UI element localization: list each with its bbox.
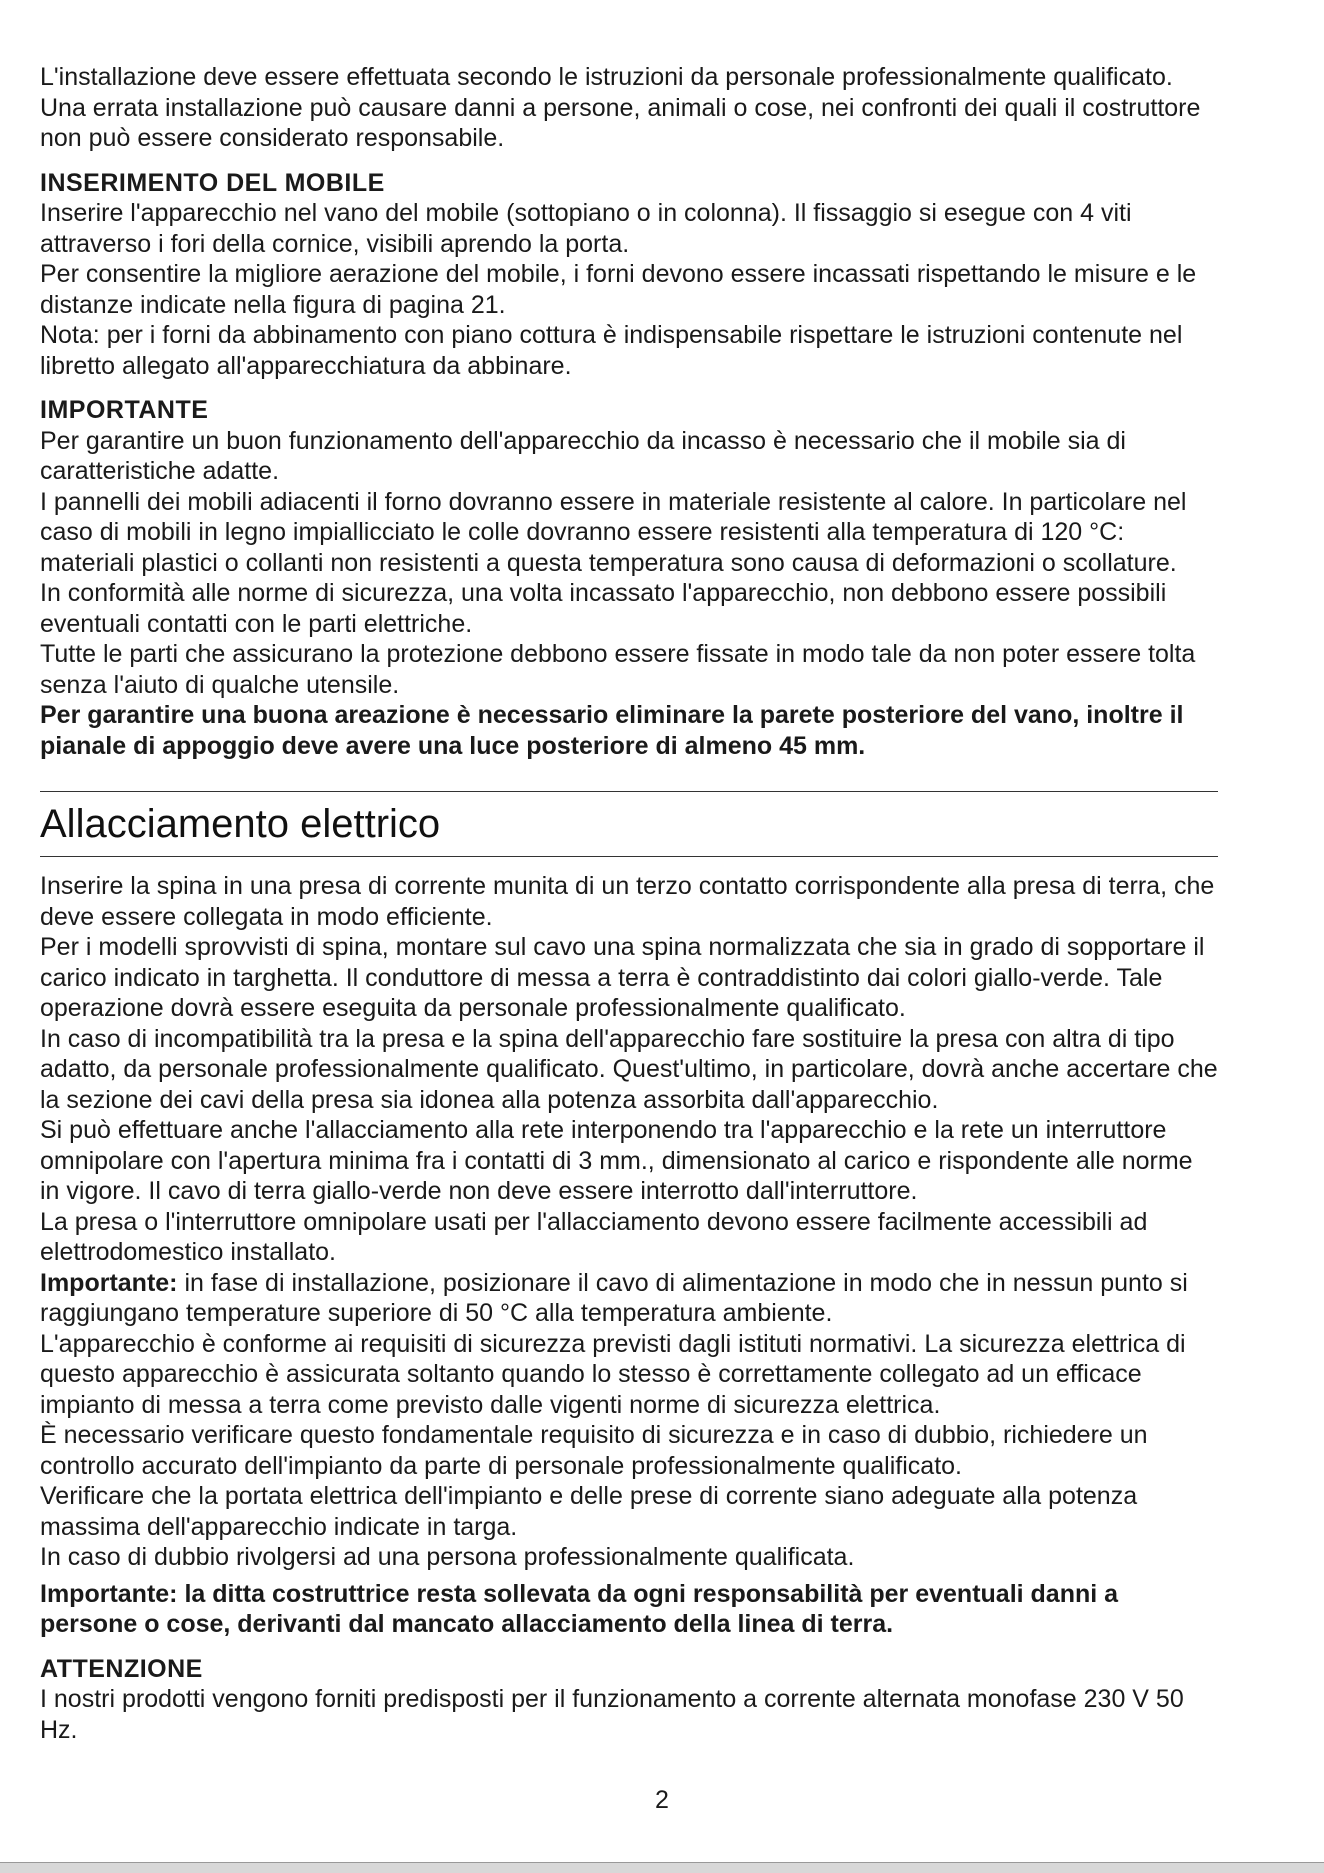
allacciamento-paragraph-5: La presa o l'interruttore omnipolare usati per l'allacciamento devono essere facilmente accessibili ad elettrodomestico installato. bbox=[40, 1207, 1148, 1266]
importante-paragraph-1: Per garantire un buon funzionamento dell'apparecchio da incasso è necessario che il mobile sia di caratteristiche adatte. bbox=[40, 426, 1126, 485]
allacciamento-paragraph-4: Si può effettuare anche l'allacciamento alla rete interponendo tra l'apparecchio e la rete un interruttore omnipolare con l'apertura minima fra i contatti di 3 mm., dimensionato al carico e rispondente alle norme in vigore. Il cavo di terra giallo-verde non deve essere interrotto dall'interruttore. bbox=[40, 1116, 1193, 1205]
scan-bottom-edge bbox=[0, 1862, 1324, 1873]
allacciamento-paragraph-6 bbox=[40, 1268, 1218, 1329]
importante-ventilation-warning: Per garantire una buona areazione è necessario eliminare la parete posteriore del vano, inoltre il pianale di appoggio deve avere una luce posteriore di almeno 45 mm. bbox=[40, 701, 1184, 760]
intro-paragraph: L'installazione deve essere effettuata secondo le istruzioni da personale professionalmente qualificato. Una errata installazione può causare danni a persone, animali o cose, nei confronti dei quali il costruttore non può essere considerato responsabile. bbox=[40, 63, 1201, 152]
inserimento-note: Nota: per i forni da abbinamento con piano cottura è indispensabile rispettare le istruzioni contenute nel libretto allegato all'apparecchiatura da abbinare. bbox=[40, 321, 1183, 380]
inserimento-paragraph-1: Inserire l'apparecchio nel vano del mobile (sottopiano o in colonna). Il fissaggio si esegue con 4 viti attraverso i fori della cornice, visibili aprendo la porta. bbox=[40, 199, 1132, 258]
allacciamento-paragraph-10: In caso di dubbio rivolgersi ad una persona professionalmente qualificata. bbox=[40, 1543, 855, 1571]
importante-label: Importante: bbox=[40, 1268, 178, 1297]
importante-heading: IMPORTANTE bbox=[40, 396, 209, 424]
allacciamento-paragraph-2: Per i modelli sprovvisti di spina, montare sul cavo una spina normalizzata che sia in grado di sopportare il carico indicato in targhetta. Il conduttore di messa a terra è contraddistinto dai colori giallo-verde. Tale operazione dovrà essere eseguita da personale professionalmente qualificato. bbox=[40, 933, 1205, 1022]
allacciamento-paragraph-3: In caso di incompatibilità tra la presa e la spina dell'apparecchio fare sostituire la presa con altra di tipo adatto, da personale professionalmente qualificato. Quest'ultimo, in particolare, dovrà anche accertare che la sezione dei cavi della presa sia idonea alla potenza assorbita dall'apparecchio. bbox=[40, 1024, 1218, 1114]
allacciamento-paragraph-1: Inserire la spina in una presa di corrente munita di un terzo contatto corrispondente alla presa di terra, che deve essere collegata in modo efficiente. bbox=[40, 872, 1215, 931]
importante-paragraph-3: In conformità alle norme di sicurezza, una volta incassato l'apparecchio, non debbono essere possibili eventuali contatti con le parti elettriche. bbox=[40, 579, 1167, 638]
importante-paragraph-2: I pannelli dei mobili adiacenti il forno dovranno essere in materiale resistente al calore. In particolare nel caso di mobili in legno impiallicciato le colle dovranno essere resistenti alla temperatura di 120 °C: materiali plastici o collanti non resistenti a questa temperatura sono causa di deformazioni o scollature. bbox=[40, 487, 1187, 577]
attenzione-paragraph: I nostri prodotti vengono forniti predisposti per il funzionamento a corrente alternata monofase 230 V 50 Hz. bbox=[40, 1685, 1184, 1744]
inserimento-heading: INSERIMENTO DEL MOBILE bbox=[40, 168, 385, 197]
attenzione-heading: ATTENZIONE bbox=[40, 1654, 203, 1683]
allacciamento-paragraph-9: Verificare che la portata elettrica dell'impianto e delle prese di corrente siano adeguate alla potenza massima dell'apparecchio indicate in targa. bbox=[40, 1482, 1138, 1541]
document-page bbox=[40, 62, 1218, 1745]
importante-text: in fase di installazione, posizionare il cavo di alimentazione in modo che in nessun punto si raggiungano temperature superiore di 50 °C alla temperatura ambiente. bbox=[40, 1268, 1188, 1327]
section-title-allacciamento: Allacciamento elettrico bbox=[40, 802, 441, 846]
section-top-rule bbox=[40, 791, 1218, 792]
page-number: 2 bbox=[655, 1786, 669, 1814]
allacciamento-paragraph-8: È necessario verificare questo fondamentale requisito di sicurezza e in caso di dubbio, richiedere un controllo accurato dell'impianto da parte di personale professionalmente qualificato. bbox=[40, 1421, 1148, 1480]
inserimento-paragraph-2: Per consentire la migliore aerazione del mobile, i forni devono essere incassati rispettando le misure e le distanze indicate nella figura di pagina 21. bbox=[40, 260, 1197, 319]
importante-paragraph-4: Tutte le parti che assicurano la protezione debbono essere fissate in modo tale da non poter essere tolta senza l'aiuto di qualche utensile. bbox=[40, 640, 1196, 699]
allacciamento-liability-warning: Importante: la ditta costruttrice resta sollevata da ogni responsabilità per eventuali danni a persone o cose, derivanti dal mancato allacciamento della linea di terra. bbox=[40, 1579, 1119, 1638]
allacciamento-paragraph-7: L'apparecchio è conforme ai requisiti di sicurezza previsti dagli istituti normativi. La sicurezza elettrica di questo apparecchio è assicurata soltanto quando lo stesso è correttamente collegato ad un efficace impianto di messa a terra come previsto dalle vigenti norme di sicurezza elettrica. bbox=[40, 1329, 1186, 1419]
